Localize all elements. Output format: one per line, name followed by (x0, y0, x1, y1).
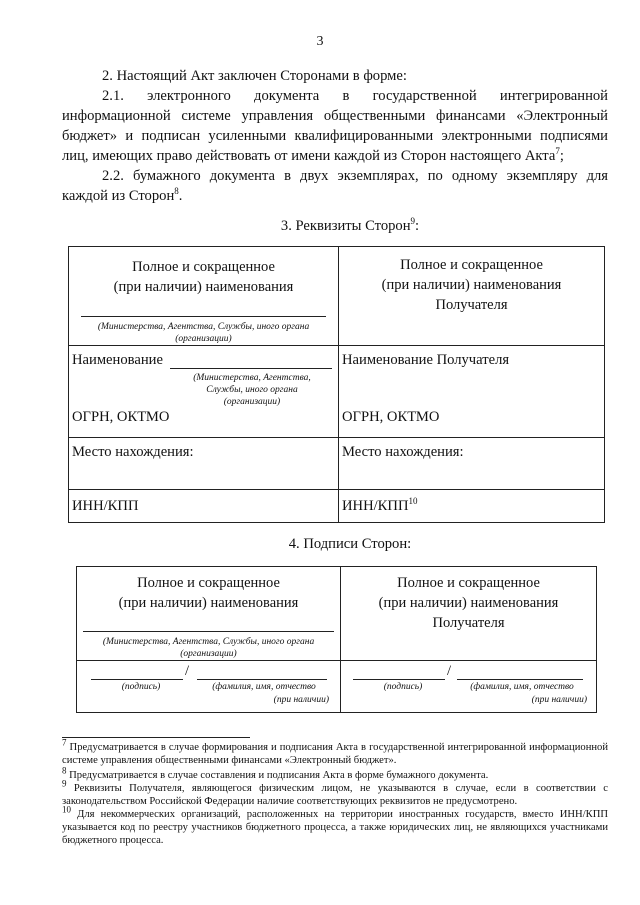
footnote-10-num: 10 (62, 804, 71, 815)
right-header-line-2: (при наличии) наименования (381, 277, 562, 293)
signatures-table (76, 566, 597, 713)
sig-right-header-line-1: Полное и сокращенное (397, 575, 540, 591)
footnote-9-text: Реквизиты Получателя, являющегося физическим лицом, не указываются в случае, если в соответствии с законодательством Российской Федерации наличие соответствующих реквизитов не предусмотрено. (62, 783, 608, 807)
item-2-2-end: . (178, 188, 183, 204)
footnote-7-num: 7 (62, 737, 67, 748)
inn-left: ИНН/КПП (72, 498, 139, 514)
footnote-ref-7: 7 (555, 146, 560, 157)
requisites-left-header (69, 247, 339, 346)
name-caption: (Министерства, Агентства, Службы, иного органа (организации) (193, 373, 311, 407)
left-fio-caption-2: (при наличии) (273, 695, 329, 705)
ogrn-left: ОГРН, ОКТМО (72, 409, 170, 425)
footnote-8-text: Предусматривается в случае составления и подписания Акта в форме бумажного документа. (69, 770, 489, 781)
left-header-line-1: Полное и сокращенное (132, 259, 275, 275)
footnote-10 (62, 804, 608, 847)
inn-left-cell (69, 490, 339, 523)
signatures-left-header (77, 567, 341, 661)
footnote-10-text: Для некоммерческих организаций, расположенных на территории иностранных государств, вместо ИНН/КПП указывается код по реестру участников бюджетного процесса, а также юридических лиц, не являющихся участниками бюджетного процесса. (62, 809, 608, 846)
name-label: Наименование (72, 352, 163, 368)
inn-right-cell (339, 490, 605, 523)
left-name-line (81, 316, 326, 317)
right-header-line-1: Полное и сокращенное (400, 257, 543, 273)
sig-left-header-line-1: Полное и сокращенное (137, 575, 280, 591)
left-signature-line (91, 679, 183, 680)
footnote-separator (62, 737, 250, 738)
location-right: Место нахождения: (342, 444, 464, 460)
footnote-7 (62, 737, 609, 767)
right-fio-caption-1: (фамилия, имя, отчество (470, 682, 574, 692)
sig-left-caption: (Министерства, Агентства, Службы, иного органа (организации) (102, 637, 315, 659)
location-left-cell (69, 438, 339, 490)
page-number: 3 (316, 34, 324, 49)
requisites-name-left (69, 346, 339, 438)
sig-left-header-line-2: (при наличии) наименования (118, 595, 299, 611)
requisites-table (68, 246, 605, 523)
section-3-title-text: 3. Реквизиты Сторон (280, 218, 411, 234)
left-slash: / (185, 663, 190, 679)
left-fio-caption-1: (фамилия, имя, отчество (212, 682, 316, 692)
right-slash: / (447, 663, 452, 679)
sig-right-header-line-3: Получателя (432, 615, 505, 631)
section-3-title-end: : (415, 218, 420, 234)
sig-right-header-line-2: (при наличии) наименования (378, 595, 559, 611)
item-2-1-text: 2.1. электронного документа в государственной интегрированной информационной системе управления общественными финансами «Электронный бюджет» и подписан усиленными квалифицированными электронными подписями лиц, имеющих право действовать от имени каждой из Сторон настоящего Акта (62, 88, 608, 164)
right-fio-caption-2: (при наличии) (531, 695, 587, 705)
footnote-9-num: 9 (62, 778, 67, 789)
signatures-sign-row (77, 661, 597, 713)
requisites-location-row (69, 438, 605, 490)
sig-left-name-line (83, 631, 334, 632)
left-fio-line (197, 679, 327, 680)
right-signature-caption: (подпись) (383, 682, 423, 692)
footnote-8-num: 8 (62, 765, 67, 776)
requisites-right-header (339, 247, 605, 346)
signatures-header-row (77, 567, 597, 661)
section-2-item-2-1 (62, 86, 608, 166)
left-signature-caption: (подпись) (121, 682, 161, 692)
requisites-header-row (69, 247, 605, 346)
requisites-name-row (69, 346, 605, 438)
signatures-right-header (341, 567, 597, 661)
footnote-8 (62, 765, 608, 782)
left-caption: (Министерства, Агентства, Службы, иного органа (организации) (97, 322, 310, 344)
location-right-cell (339, 438, 605, 490)
right-header-line-3: Получателя (435, 297, 508, 313)
footnote-ref-8: 8 (174, 186, 179, 197)
right-signature-line (353, 679, 445, 680)
requisites-name-right (339, 346, 605, 438)
name-line (170, 368, 332, 369)
location-left: Место нахождения: (72, 444, 194, 460)
section-4-title: 4. Подписи Сторон: (288, 536, 412, 552)
footnote-7-text: Предусматривается в случае формирования и подписания Акта в государственной интегрированной информационной системе управления общественными финансами «Электронный бюджет». (62, 742, 609, 766)
ogrn-right: ОГРН, ОКТМО (342, 409, 440, 425)
footnote-9 (62, 778, 608, 808)
name-recipient-label: Наименование Получателя (342, 352, 510, 368)
item-2-2-text: 2.2. бумажного документа в двух экземплярах, по одному экземпляру для каждой из Сторон (62, 168, 608, 204)
requisites-inn-row (69, 490, 605, 523)
inn-right-text: ИНН/КПП (342, 498, 409, 514)
signature-right-cell (341, 661, 597, 713)
section-2-intro: 2. Настоящий Акт заключен Сторонами в форме: (102, 68, 407, 84)
footnote-ref-10: 10 (408, 496, 418, 507)
section-3-title (0, 216, 640, 236)
section-2-item-2-2 (62, 166, 608, 206)
signature-left-cell (77, 661, 341, 713)
left-header-line-2: (при наличии) наименования (113, 279, 294, 295)
inn-right (342, 498, 417, 515)
footnote-ref-9: 9 (410, 216, 416, 227)
right-fio-line (457, 679, 583, 680)
item-2-1-end: ; (559, 148, 564, 164)
